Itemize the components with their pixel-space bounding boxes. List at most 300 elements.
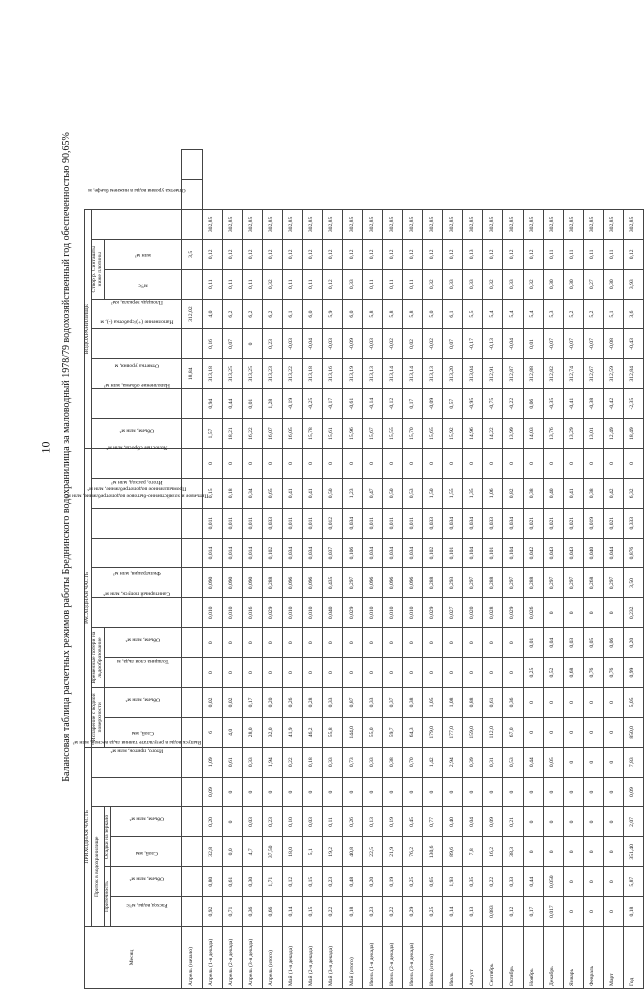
table-cell: 0,15 (202, 478, 222, 508)
page-number: 10 (38, 441, 53, 454)
table-cell: 0,07 (443, 329, 463, 359)
table-cell: 0 (363, 628, 383, 658)
table-cell: 12,49 (603, 419, 623, 449)
table-cell: 0 (543, 598, 563, 628)
table-cell: 0,101 (443, 538, 463, 568)
table-cell: 0,11 (302, 269, 322, 299)
table-cell: 0,11 (583, 239, 603, 269)
table-cell: 0 (503, 658, 523, 688)
table-cell: 0,014 (222, 538, 242, 568)
table-cell: 0,18 (222, 478, 242, 508)
table-cell: 1,28 (262, 389, 282, 419)
header-inflow-group: Приток в водохранилище (91, 807, 104, 927)
table-cell: 0,010 (302, 598, 322, 628)
table-cell: 0,19 (383, 867, 403, 897)
header-expense: РАСХОДНАЯ ЧАСТЬ (85, 449, 92, 748)
row-month-label: Май (3-я декада) (322, 927, 342, 989)
table-cell: 0,11 (363, 269, 383, 299)
table-cell: -0,02 (383, 329, 403, 359)
table-cell: 0,05 (583, 628, 603, 658)
table-cell: -0,14 (363, 389, 383, 419)
table-cell: 0,011 (202, 508, 222, 538)
table-cell: 0,0 (222, 837, 242, 867)
table-cell: 0,34 (242, 478, 262, 508)
header-filtration: Фильтрация, млн м³ (91, 568, 182, 598)
table-cell: 5,8 (383, 299, 403, 329)
table-cell: 0 (603, 867, 623, 897)
table-cell: 313,22 (282, 359, 302, 389)
table-cell: 4,0 (222, 717, 242, 747)
table-cell: 0,010 (383, 598, 403, 628)
table-cell: 13,01 (583, 419, 603, 449)
table-cell: 6,2 (222, 299, 242, 329)
table-cell: 0,29 (403, 897, 423, 927)
table-cell: 0,12 (302, 239, 322, 269)
table-cell: 0,034 (443, 508, 463, 538)
table-cell (182, 658, 202, 688)
table-cell: 302,85 (202, 210, 222, 240)
table-cell: 2,94 (443, 747, 463, 777)
table-cell: 0,11 (282, 269, 302, 299)
table-cell: 0 (342, 777, 362, 807)
table-cell: 14,96 (463, 419, 483, 449)
table-cell: 0 (563, 598, 583, 628)
table-cell: 0,19 (383, 807, 403, 837)
table-cell: 0,76 (583, 658, 603, 688)
row-month-label: Май (1-я декада) (282, 927, 302, 989)
table-cell: 0,011 (302, 508, 322, 538)
table-cell: 0 (202, 628, 222, 658)
table-cell: 0,021 (523, 508, 543, 538)
table-cell: 0,011 (222, 508, 242, 538)
table-cell: 21,9 (383, 837, 403, 867)
table-cell: 0,042 (523, 538, 543, 568)
table-cell (182, 449, 202, 479)
table-cell: 0,18 (342, 897, 362, 927)
header-water-flow: Расход воды, м³/с (111, 897, 182, 927)
table-cell: 14,03 (523, 419, 543, 449)
table-cell: 15,78 (302, 419, 322, 449)
table-row (523, 150, 543, 989)
table-cell: 0,26 (342, 807, 362, 837)
table-cell: 0,090 (202, 568, 222, 598)
table-cell: 313,20 (443, 359, 463, 389)
table-cell: 0,13 (463, 897, 483, 927)
table-cell: 55,8 (322, 717, 342, 747)
table-cell: 0,12 (222, 239, 242, 269)
table-cell: 0 (543, 717, 563, 747)
table-row (383, 150, 403, 989)
table-cell: 302,85 (483, 210, 503, 240)
row-month-label: Апрель (начало) (182, 927, 202, 989)
table-cell: 3,93 (623, 269, 643, 299)
table-cell (182, 269, 202, 299)
table-cell: 0,32 (483, 269, 503, 299)
table-cell: -0,02 (423, 329, 443, 359)
header-idle-discharge: Холостые сбросы, млн м³ (91, 449, 182, 479)
table-cell: 0,12 (322, 269, 342, 299)
table-cell: 0 (383, 777, 403, 807)
table-cell: 0,15 (302, 867, 322, 897)
table-cell: 59,7 (383, 717, 403, 747)
table-cell: 0,268 (583, 568, 603, 598)
table-row (623, 150, 643, 989)
table-cell: 0 (503, 449, 523, 479)
table-cell: 4,0 (202, 299, 222, 329)
table-cell: 67,0 (503, 717, 523, 747)
table-cell: 0,88 (463, 688, 483, 718)
table-cell: 15,96 (342, 419, 362, 449)
table-cell: 0,034 (363, 538, 383, 568)
header-level: Отметка уровня, м (91, 359, 182, 389)
row-month-label: Апрель (итого) (262, 927, 282, 989)
table-cell: 16,05 (282, 419, 302, 449)
header-evaporation: Испарение с водной поверхности (91, 688, 104, 748)
table-cell: 0,13 (463, 239, 483, 269)
table-cell: 0,043 (543, 538, 563, 568)
table-cell: 0,12 (623, 239, 643, 269)
table-cell: 0,94 (202, 389, 222, 419)
row-month-label: Сентябрь (483, 927, 503, 989)
table-cell: 0 (523, 807, 543, 837)
table-cell: 7,83 (623, 747, 643, 777)
table-cell: 0,33 (503, 867, 523, 897)
table-cell: 0,010 (202, 598, 222, 628)
table-cell: 1,42 (423, 747, 443, 777)
row-month-label: Апрель (3-я декада) (242, 927, 262, 989)
row-month-label: Июль (443, 927, 463, 989)
table-cell: 0,288 (483, 568, 503, 598)
table-cell: 313,14 (383, 359, 403, 389)
row-month-label: Июнь (3-я декада) (403, 927, 423, 989)
table-row (222, 150, 242, 989)
table-cell: 0,12 (342, 239, 362, 269)
table-cell: -0,12 (383, 389, 403, 419)
table-cell: 312,59 (603, 359, 623, 389)
table-cell: 0,15 (302, 897, 322, 927)
table-cell: 6,1 (282, 299, 302, 329)
table-cell: 4,7 (242, 837, 262, 867)
table-row (302, 150, 322, 989)
table-cell: 302,85 (443, 210, 463, 240)
table-cell: 0,101 (483, 538, 503, 568)
table-cell: 0,096 (383, 568, 403, 598)
table-cell: 0 (603, 837, 623, 867)
table-cell: 0,040 (583, 538, 603, 568)
table-cell: 0 (503, 777, 523, 807)
table-cell: 0 (603, 807, 623, 837)
row-month-label: Август (463, 927, 483, 989)
table-cell: 302,85 (603, 210, 623, 240)
table-cell: 0 (563, 807, 583, 837)
header-income: ПРИХОДНАЯ ЧАСТЬ (85, 747, 92, 926)
table-cell: 0,03 (563, 628, 583, 658)
table-cell (182, 807, 202, 837)
table-cell: 0 (202, 449, 222, 479)
table-cell: -0,03 (282, 329, 302, 359)
table-cell: 0 (603, 747, 623, 777)
table-cell: 0,61 (222, 867, 242, 897)
row-month-label: Октябрь (503, 927, 523, 989)
table-cell: 0 (623, 449, 643, 479)
table-cell: 0,37 (383, 688, 403, 718)
table-cell: 0,32 (523, 269, 543, 299)
table-cell: 0,011 (242, 508, 262, 538)
table-cell: 0 (222, 628, 242, 658)
table-cell: 0,27 (583, 269, 603, 299)
table-cell: 0,12 (282, 867, 302, 897)
header-total-expense: Итого, расход, млн м³ (91, 478, 182, 508)
table-cell: -0,04 (503, 329, 523, 359)
table-cell: 0,68 (563, 658, 583, 688)
table-row (583, 150, 603, 989)
table-cell: 15,70 (403, 419, 423, 449)
table-cell (182, 419, 202, 449)
table-cell: 6,2 (242, 299, 262, 329)
table-cell: 6,2 (262, 299, 282, 329)
table-cell: 0,03 (242, 807, 262, 837)
table-row (423, 150, 443, 989)
table-cell: 0,33 (443, 269, 463, 299)
row-month-label: Апрель (2-я декада) (222, 927, 242, 989)
table-cell: -0,08 (603, 329, 623, 359)
table-cell: 0,11 (322, 807, 342, 837)
table-cell: 0 (583, 747, 603, 777)
table-body (182, 150, 644, 989)
table-cell (182, 150, 202, 180)
table-cell: 0,30 (603, 269, 623, 299)
table-cell: 0,03 (302, 807, 322, 837)
table-cell: -0,17 (463, 329, 483, 359)
table-cell: 0,11 (202, 269, 222, 299)
table-cell: 1,94 (262, 747, 282, 777)
table-cell: 0,38 (383, 747, 403, 777)
table-cell: 313,13 (423, 359, 443, 389)
table-cell: 0,01 (523, 329, 543, 359)
table-cell: 0 (363, 449, 383, 479)
table-cell: 0,17 (242, 688, 262, 718)
table-cell: 5,4 (483, 299, 503, 329)
header-start-volume: Наполнение объема, млн м³ (91, 389, 182, 419)
table-cell: -0,09 (342, 329, 362, 359)
table-row (463, 150, 483, 989)
table-cell: 0,12 (503, 239, 523, 269)
table-cell: 302,85 (403, 210, 423, 240)
table-cell: 0 (282, 449, 302, 479)
table-cell: 0,20 (202, 807, 222, 837)
table-cell: -0,07 (583, 329, 603, 359)
table-cell: 0,435 (322, 568, 342, 598)
table-cell: 312,02 (182, 299, 202, 329)
table-cell: 0,22 (483, 867, 503, 897)
table-cell: 0,12 (503, 897, 523, 927)
table-cell: 13,29 (563, 419, 583, 449)
table-cell (182, 568, 202, 598)
table-cell: 0 (563, 717, 583, 747)
table-row (443, 150, 463, 989)
table-cell: 32,8 (202, 837, 222, 867)
table-cell: 0,16 (202, 329, 222, 359)
header-lower-level: Отметка уровня воды в нижнем бьефе, м (91, 210, 182, 240)
table-cell (182, 688, 202, 718)
table-cell: 3,6 (623, 299, 643, 329)
table-cell: 0,01 (242, 389, 262, 419)
table-cell: 0 (383, 449, 403, 479)
table-cell: 5,2 (583, 299, 603, 329)
table-cell: 0,71 (222, 897, 242, 927)
table-cell: 5,87 (623, 867, 643, 897)
table-cell: 22,5 (363, 837, 383, 867)
table-cell: 0 (523, 449, 543, 479)
table-cell: -0,95 (463, 389, 483, 419)
table-cell: 313,04 (463, 359, 483, 389)
table-cell: 0,22 (383, 897, 403, 927)
table-cell: 0 (443, 449, 463, 479)
header-lower-group: Створ р. Синташты ниже плотины (91, 239, 104, 299)
table-row (563, 150, 583, 989)
table-cell: 0 (583, 837, 603, 867)
table-cell: 302,85 (342, 210, 362, 240)
table-cell: 0 (242, 329, 262, 359)
table-cell: 0,029 (342, 598, 362, 628)
table-cell: 0,50 (383, 478, 403, 508)
table-cell: 0 (242, 449, 262, 479)
table-cell: 312,84 (623, 359, 643, 389)
table-cell: 0,040 (322, 598, 342, 628)
table-cell: 0 (423, 628, 443, 658)
table-cell: 0,17 (403, 389, 423, 419)
table-cell: 0,41 (563, 478, 583, 508)
table-cell: 0 (483, 658, 503, 688)
table-cell: 313,18 (202, 359, 222, 389)
table-cell: 0,36 (242, 897, 262, 927)
table-cell: 0,10 (282, 807, 302, 837)
table-cell: 312,67 (583, 359, 603, 389)
table-cell: 0,70 (403, 747, 423, 777)
header-volume: Объем, млн м³ (91, 419, 182, 449)
table-cell: 0,12 (403, 239, 423, 269)
table-cell: 0,04 (463, 807, 483, 837)
table-row (262, 150, 282, 989)
table-cell: 0 (383, 658, 403, 688)
table-cell: 0,22 (282, 747, 302, 777)
table-cell: 0 (262, 449, 282, 479)
table-cell: 0,012 (322, 508, 342, 538)
table-cell: -0,09 (423, 389, 443, 419)
table-cell: 0,99 (623, 658, 643, 688)
table-cell: 0,104 (463, 538, 483, 568)
table-cell: 16,22 (242, 419, 262, 449)
table-cell: 0 (363, 658, 383, 688)
table-cell: 18,21 (222, 419, 242, 449)
table-cell: 302,85 (463, 210, 483, 240)
table-cell: 0 (563, 837, 583, 867)
table-cell: 312,88 (523, 359, 543, 389)
table-cell: 302,85 (322, 210, 342, 240)
table-cell: 0,09 (483, 807, 503, 837)
table-cell: 0,12 (262, 239, 282, 269)
table-cell: 1,05 (423, 688, 443, 718)
table-cell: 18,49 (623, 419, 643, 449)
table-cell: 0,11 (222, 269, 242, 299)
header-ice-volume: Объем, млн м³ (104, 628, 182, 658)
table-cell: 0 (603, 688, 623, 718)
table-cell: 0 (443, 658, 463, 688)
table-cell: -0,03 (363, 329, 383, 359)
table-cell: -0,13 (483, 329, 503, 359)
table-cell: -0,38 (583, 389, 603, 419)
table-cell: -0,03 (322, 329, 342, 359)
table-cell: 0,288 (423, 568, 443, 598)
table-cell: 0,12 (282, 239, 302, 269)
table-cell: 0,297 (463, 568, 483, 598)
table-cell: 0 (563, 777, 583, 807)
table-cell: 0,30 (563, 269, 583, 299)
row-month-label: Февраль (583, 927, 603, 989)
table-cell: 15,65 (423, 419, 443, 449)
table-cell: 0 (423, 777, 443, 807)
table-cell: 0,11 (603, 239, 623, 269)
table-cell: 0,17 (523, 897, 543, 927)
table-cell: 5,3 (543, 299, 563, 329)
table-cell (182, 897, 202, 927)
header-evap-volume: Объем, млн м³ (104, 688, 182, 718)
row-month-label: Январь (563, 927, 583, 989)
table-cell: 0,11 (543, 239, 563, 269)
table-cell: 0,12 (423, 239, 443, 269)
table-cell: 0,033 (423, 508, 443, 538)
table-cell: 0,33 (242, 747, 262, 777)
table-cell: 1,06 (483, 478, 503, 508)
table-cell: 0 (242, 777, 262, 807)
table-cell: 0,31 (483, 747, 503, 777)
table-cell: 0,034 (503, 508, 523, 538)
table-cell: 0,019 (583, 508, 603, 538)
table-cell: 0 (543, 449, 563, 479)
table-cell: 159,0 (463, 717, 483, 747)
table-cell: 0,30 (543, 269, 563, 299)
table-cell: 0,020 (463, 598, 483, 628)
table-cell: 0,09 (623, 777, 643, 807)
row-month-label: Ноябрь (523, 927, 543, 989)
table-row (603, 150, 623, 989)
row-month-label: Год (623, 927, 643, 989)
row-month-label: Декабрь (543, 927, 563, 989)
table-cell: 0,61 (483, 688, 503, 718)
table-cell: 313,16 (322, 359, 342, 389)
table-cell: 15,67 (363, 419, 383, 449)
table-cell: 0,40 (443, 807, 463, 837)
table-cell: 0,021 (563, 508, 583, 538)
table-cell: 0 (603, 598, 623, 628)
table-cell: 302,85 (423, 210, 443, 240)
table-cell: 3,50 (623, 568, 643, 598)
table-cell: 0,02 (222, 688, 242, 718)
table-cell: 0,011 (282, 508, 302, 538)
table-cell: 0,01 (523, 628, 543, 658)
table-cell: 0,028 (483, 598, 503, 628)
table-cell: 0 (423, 658, 443, 688)
table-cell: 0 (443, 628, 463, 658)
table-cell: 0 (302, 777, 322, 807)
header-inflow-volume: Объем, млн м³ (111, 867, 182, 897)
table-cell: 0,48 (342, 867, 362, 897)
table-cell: 7,8 (463, 837, 483, 867)
table-cell: 0 (563, 688, 583, 718)
table-cell: 0 (583, 688, 603, 718)
row-month-label: Май (2-я декада) (302, 927, 322, 989)
table-cell: -0,35 (543, 389, 563, 419)
